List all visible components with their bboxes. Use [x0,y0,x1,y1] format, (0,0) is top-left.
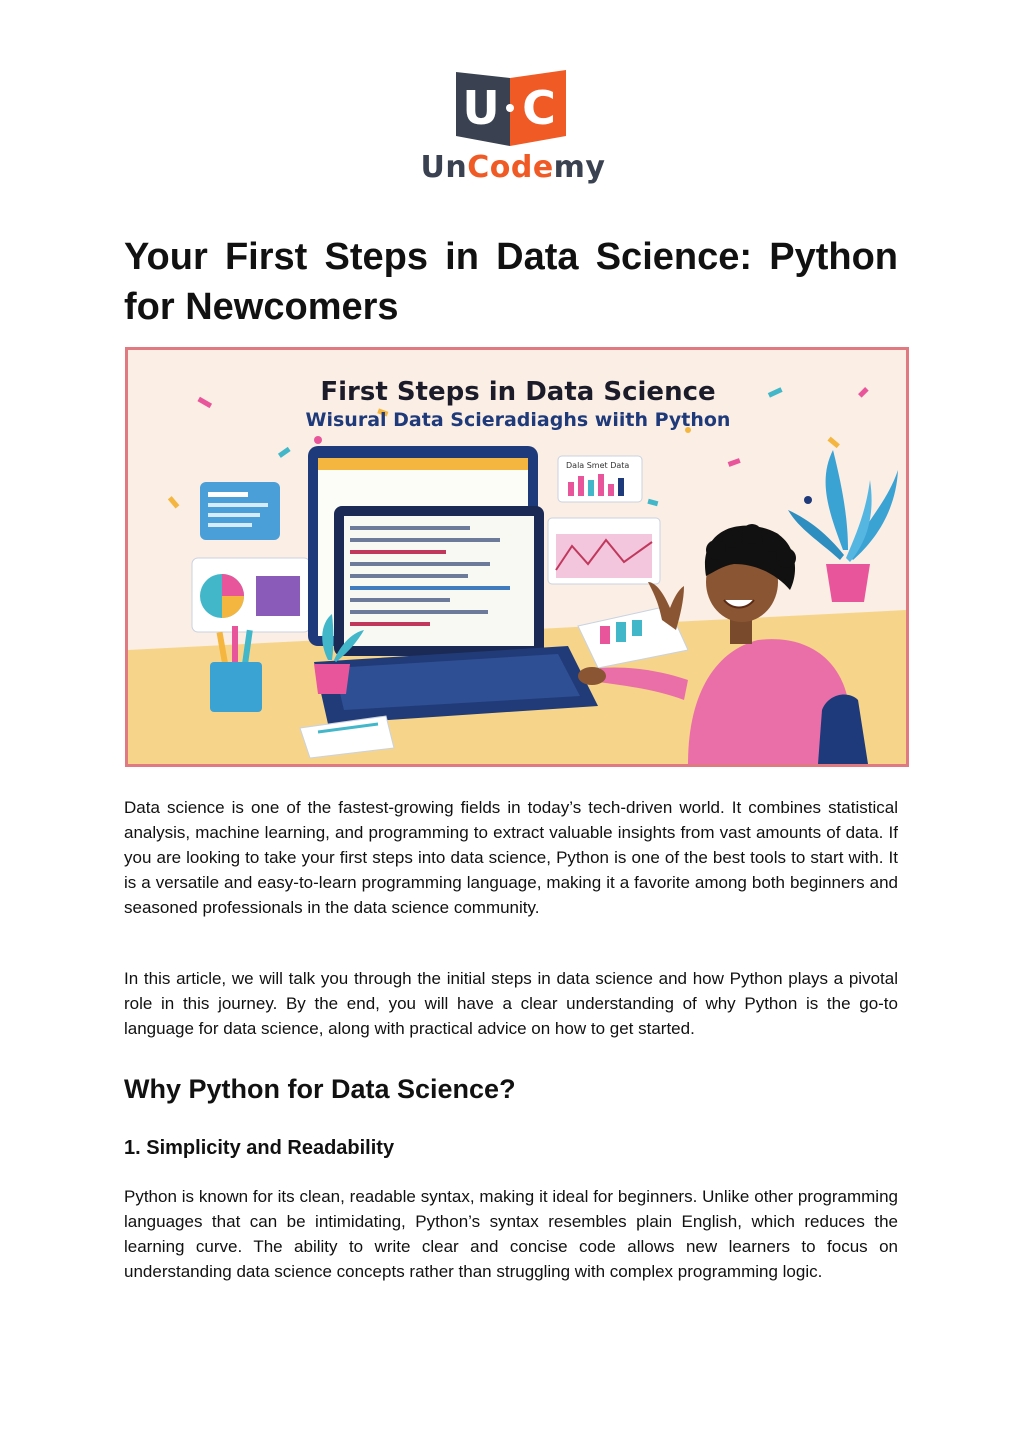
subsection-heading: 1. Simplicity and Readability [124,1137,395,1159]
hero-subheadline: Wisural Data Scieradiaghs wiith Python [305,409,731,431]
logo-mark-left-letter: U [462,81,500,135]
logo-word-part1: Un [420,150,468,185]
intro-paragraph-1: Data science is one of the fastest-growing fields in today’s tech-driven world. It combines statistical analysis, machine learning, and programming to extract valuable insights from vast amounts of data. If you are looking to take your first steps into data science, Python is one of the best tools to start with. It is a versatile and easy-to-learn programming language, making it a favorite among both beginners and seasoned professionals in the data science community. [124,798,898,917]
subsection-paragraph: Python is known for its clean, readable syntax, making it ideal for beginners. Unlike other programming languages that can be intimidating, Python’s syntax resembles plain English, which reduces the learning curve. The ability to write clear and concise code allows new learners to focus on understanding data science concepts rather than struggling with complex programming logic. [124,1187,898,1281]
hero-illustration [125,347,909,767]
chart-card-label: Dala Smet Data [566,461,630,470]
logo-word-part2: Code [467,150,554,185]
uncodemy-logo [418,64,608,184]
logo-mark-right-letter: C [522,81,556,135]
section-heading: Why Python for Data Science? [124,1074,516,1104]
floating-code-card [200,482,280,540]
floating-bar-chart-card [558,456,642,502]
floating-pie-card [192,558,310,632]
logo-mark [454,66,570,148]
hero-illustration-svg [128,350,906,764]
article-title: Your First Steps in Data Science: Python for Newcomers [124,236,898,328]
floating-line-chart-card [548,518,660,584]
hero-headline: First Steps in Data Science [320,377,716,407]
intro-paragraph-2: In this article, we will talk you through the initial steps in data science and how Python plays a pivotal role in this journey. By the end, you will have a clear understanding of why Python is the go-to language for data science, along with practical advice on how to get started. [124,969,898,1038]
logo-wordmark [420,150,606,185]
logo-word-part3: my [553,150,606,185]
